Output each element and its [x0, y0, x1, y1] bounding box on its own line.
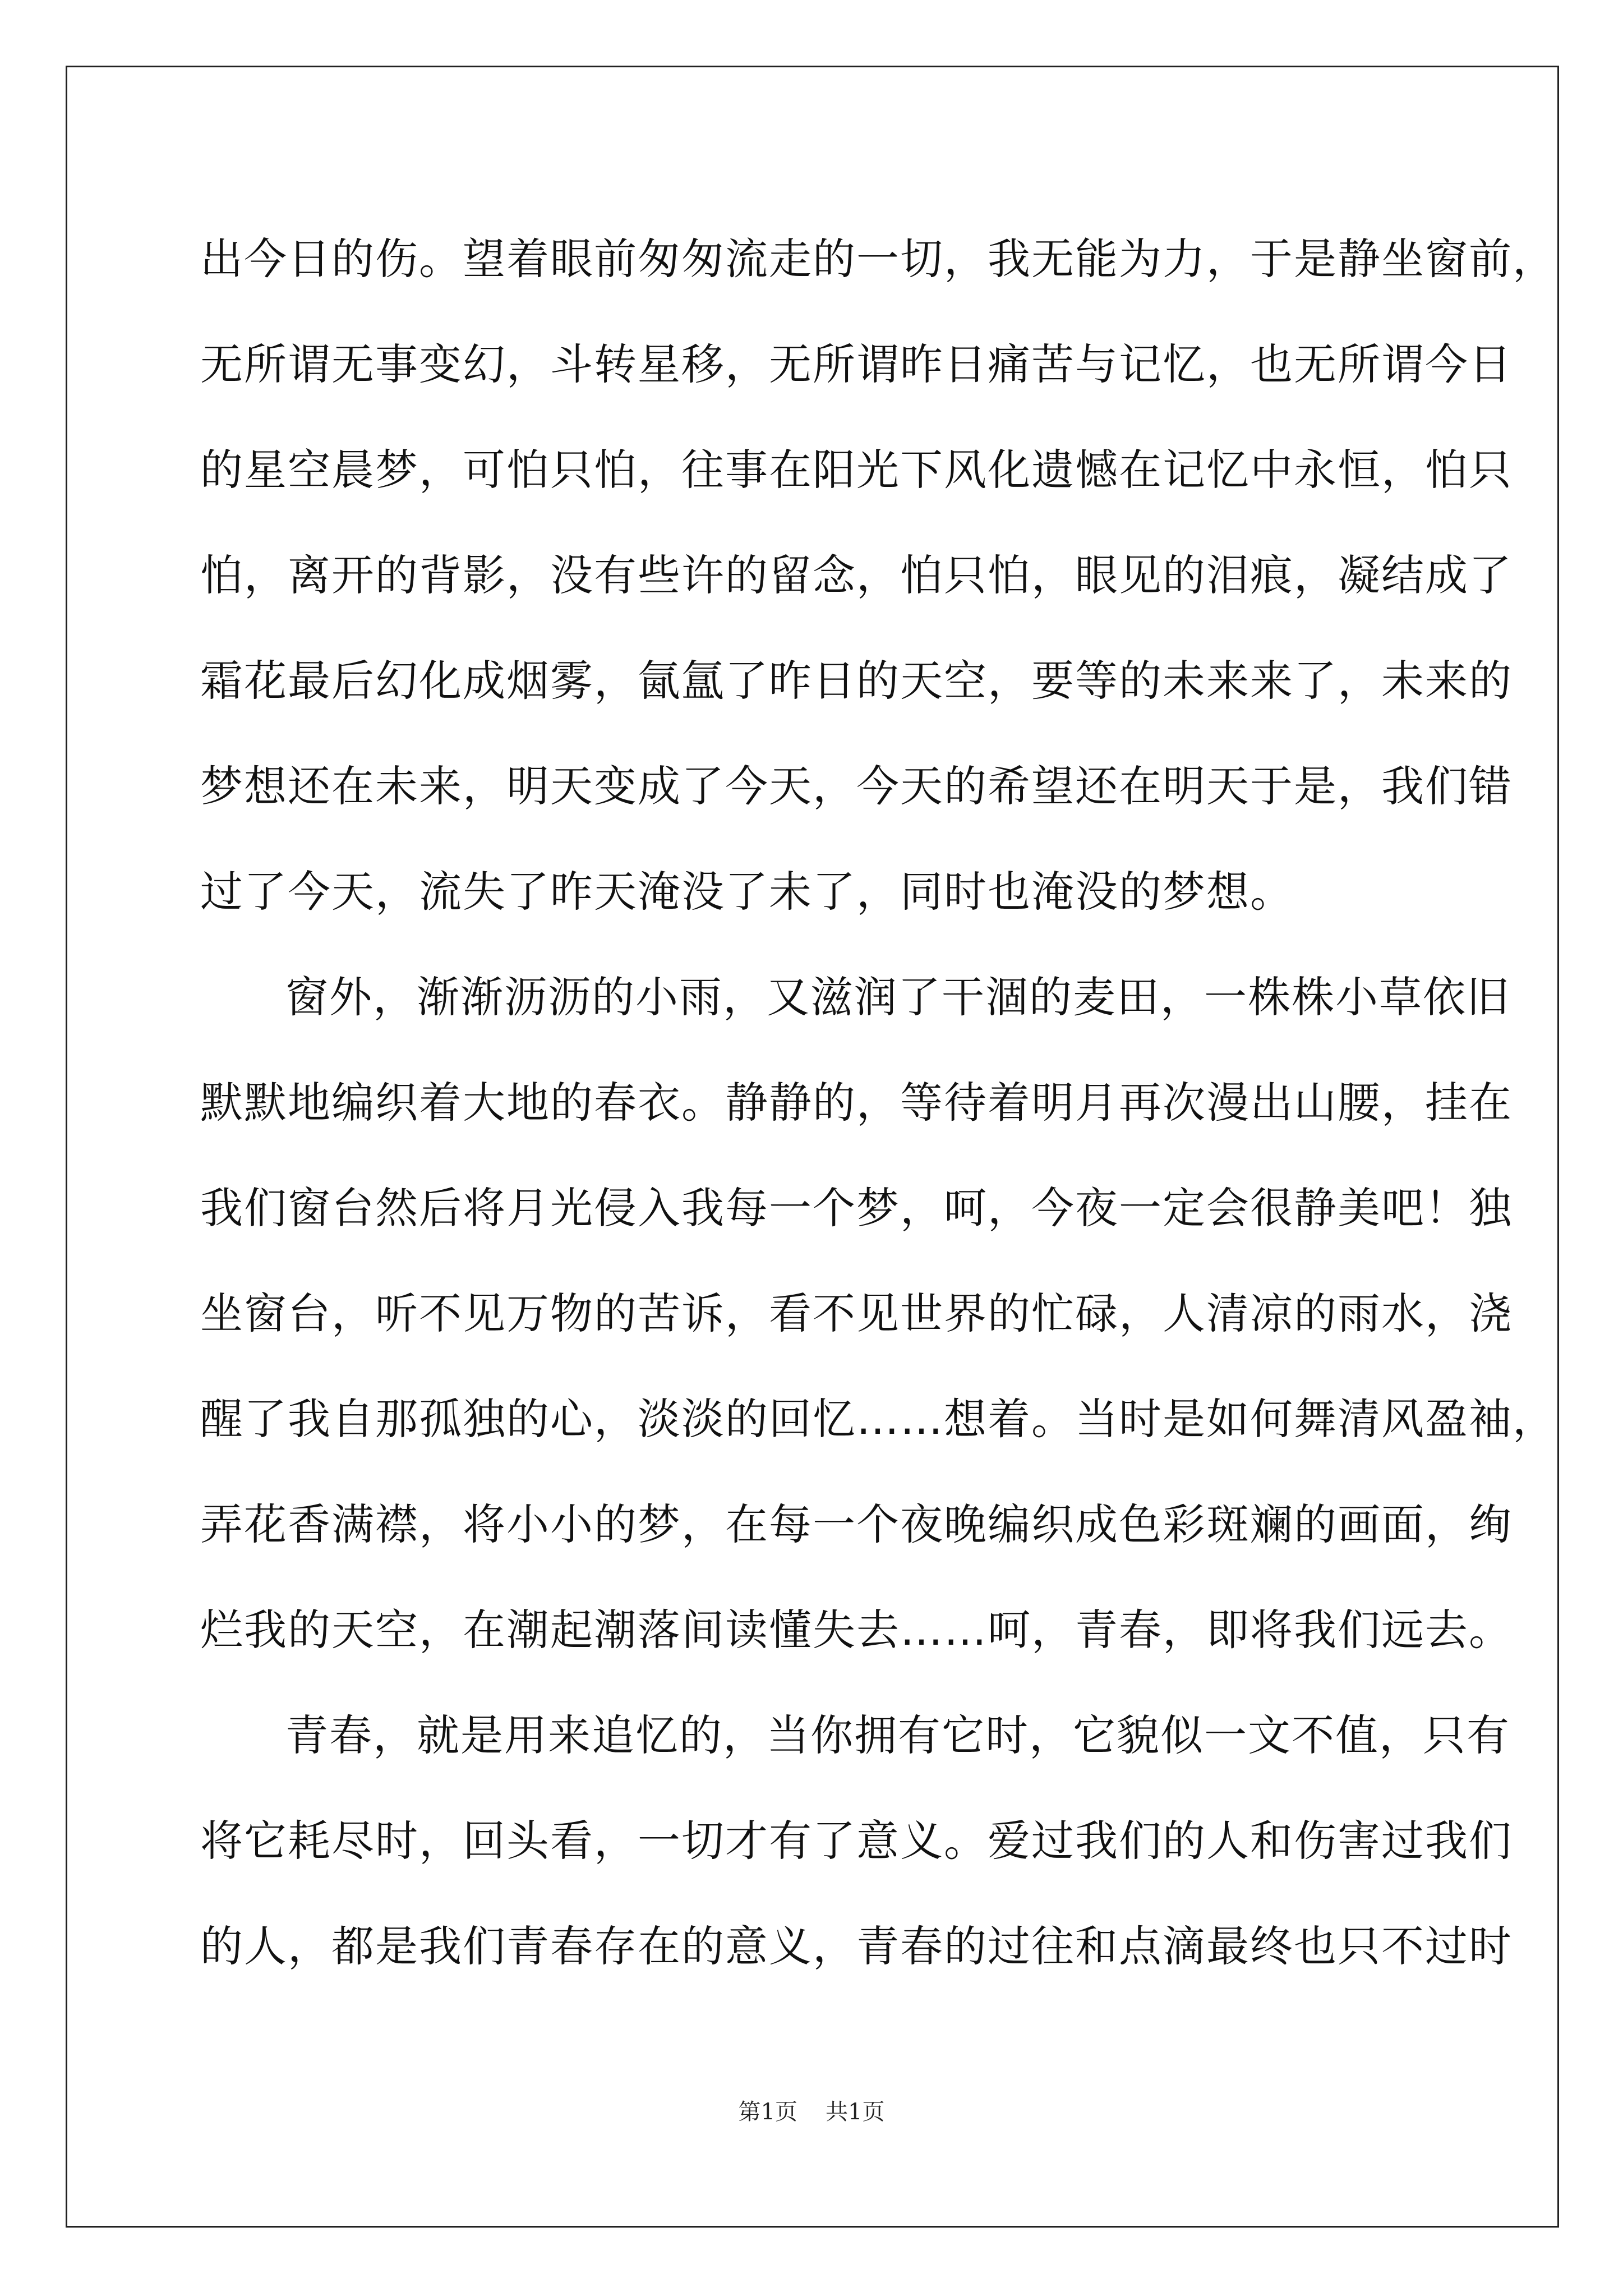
- paragraph: [200, 945, 1556, 1683]
- text-line: 霜花最后幻化成烟雾，氤氲了昨日的天空，要等的未来来了，未来的: [200, 656, 1513, 706]
- text-line: 坐窗台，听不见万物的苦诉，看不见世界的忙碌，人清凉的雨水，浇: [200, 1289, 1513, 1338]
- text-line: 窗外，渐渐沥沥的小雨，又滋润了干涸的麦田，一株株小草依旧: [285, 972, 1510, 1022]
- text-line: 弄花香满襟，将小小的梦，在每一个夜晚编织成色彩斑斓的画面，绚: [200, 1499, 1513, 1549]
- text-line: 无所谓无事变幻，斗转星移，无所谓昨日痛苦与记忆，也无所谓今日: [200, 339, 1513, 389]
- text-line: 梦想还在未来，明天变成了今天，今天的希望还在明天于是，我们错: [200, 761, 1513, 811]
- text-line: 醒了我自那孤独的心，淡淡的回忆……想着。当时是如何舞清风盈袖，: [200, 1394, 1556, 1444]
- text-line: 我们窗台然后将月光侵入我每一个梦，呵，今夜一定会很静美吧！独: [200, 1183, 1513, 1233]
- page-total: 共1页: [826, 2099, 885, 2125]
- text-line: 出今日的伤。望着眼前匆匆流走的一切，我无能为力，于是静坐窗前，: [200, 234, 1556, 284]
- paragraph: [200, 1683, 1513, 1999]
- text-line: 默默地编织着大地的春衣。静静的，等待着明月再次漫出山腰，挂在: [200, 1078, 1513, 1128]
- text-line: 的人，都是我们青春存在的意义，青春的过往和点滴最终也只不过时: [200, 1921, 1513, 1971]
- text-line: 的星空晨梦，可怕只怕，往事在阳光下风化遗憾在记忆中永恒，怕只: [200, 445, 1513, 495]
- text-line: 过了今天，流失了昨天淹没了未了，同时也淹没的梦想。: [200, 867, 1294, 917]
- page-footer: [0, 2095, 1623, 2129]
- document-body: [200, 206, 1556, 1999]
- page-number: 第1页: [738, 2099, 797, 2125]
- text-line: 青春，就是用来追忆的，当你拥有它时，它貌似一文不值，只有: [285, 1710, 1510, 1760]
- text-line: 怕，离开的背影，没有些许的留念，怕只怕，眼见的泪痕，凝结成了: [200, 550, 1513, 600]
- text-line: 烂我的天空，在潮起潮落间读懂失去……呵，青春，即将我们远去。: [200, 1605, 1513, 1655]
- paragraph: [200, 206, 1556, 945]
- text-line: 将它耗尽时，回头看，一切才有了意义。爱过我们的人和伤害过我们: [200, 1816, 1513, 1866]
